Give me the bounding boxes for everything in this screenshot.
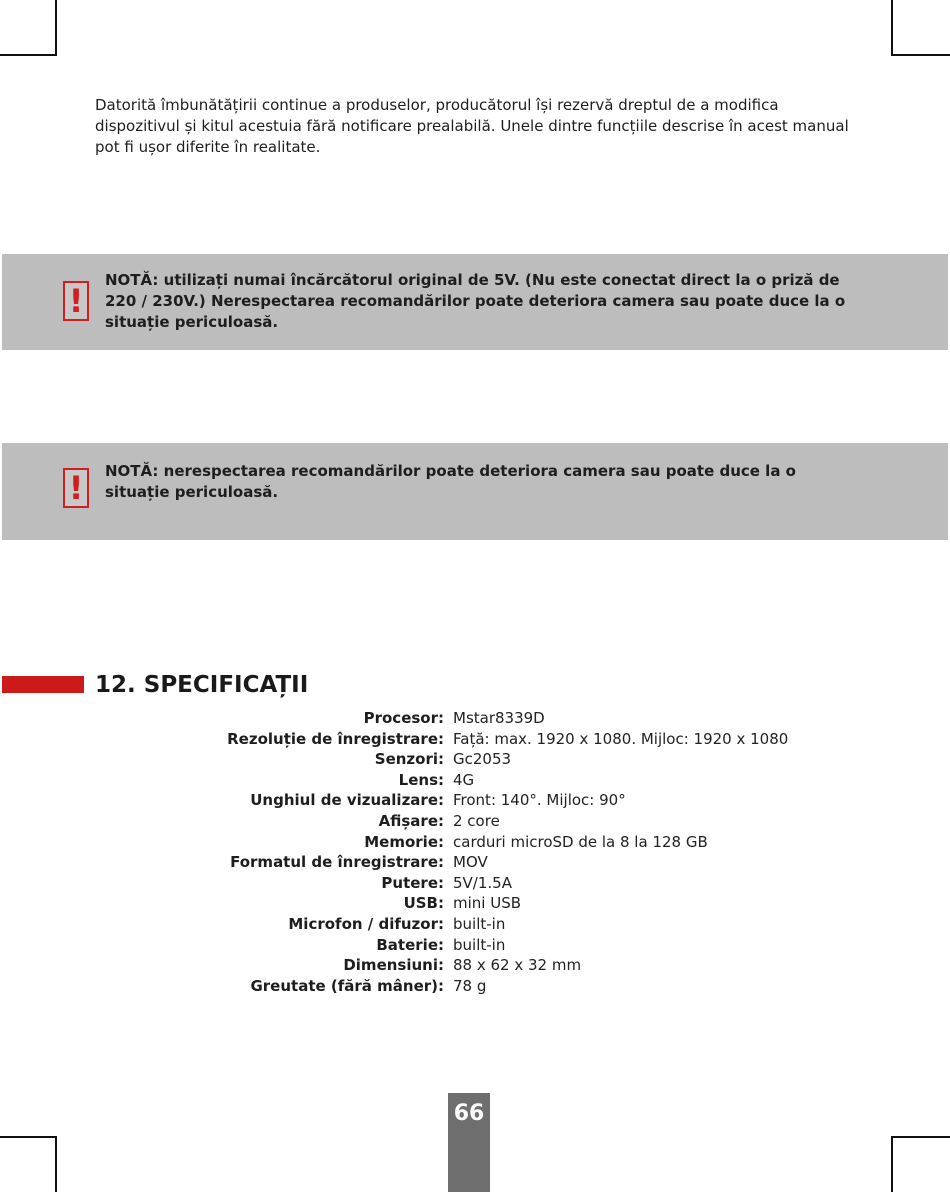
spec-value: built-in bbox=[453, 935, 506, 954]
spec-label: Unghiul de vizualizare: bbox=[250, 791, 444, 810]
warning-exclamation-icon: ! bbox=[63, 281, 89, 321]
spec-label: Senzori: bbox=[374, 750, 444, 769]
spec-row bbox=[0, 729, 950, 750]
spec-label: Memorie: bbox=[364, 832, 444, 851]
spec-label: Formatul de înregistrare: bbox=[230, 853, 444, 872]
crop-mark-top-right-h bbox=[891, 54, 950, 56]
spec-value: 78 g bbox=[453, 976, 487, 995]
spec-label: Microfon / difuzor: bbox=[288, 914, 444, 933]
spec-row bbox=[0, 832, 950, 853]
note-text: NOTĂ: utilizați numai încărcătorul original de 5V. (Nu este conectat direct la o priză de 220 / 230V.) Nerespectarea recomandărilor poate deteriora camera sau poate duce la o situație periculoasă. bbox=[105, 271, 846, 331]
spec-row bbox=[0, 955, 950, 976]
spec-value: Mstar8339D bbox=[453, 709, 545, 727]
crop-mark-bottom-right-v bbox=[891, 1136, 893, 1192]
crop-mark-top-left-v bbox=[55, 0, 57, 56]
spec-value: 4G bbox=[453, 770, 475, 789]
spec-value: 88 x 62 x 32 mm bbox=[453, 956, 582, 975]
spec-row bbox=[0, 873, 950, 894]
spec-value: mini USB bbox=[453, 894, 522, 913]
spec-label: Baterie: bbox=[376, 935, 444, 954]
crop-mark-top-left-h bbox=[0, 54, 57, 56]
spec-value: carduri microSD de la 8 la 128 GB bbox=[453, 832, 708, 851]
spec-row bbox=[0, 935, 950, 956]
spec-value: Gc2053 bbox=[453, 750, 512, 769]
crop-mark-bottom-right-h bbox=[891, 1136, 950, 1138]
warning-exclamation-icon: ! bbox=[63, 468, 89, 508]
spec-label: Rezoluție de înregistrare: bbox=[227, 729, 444, 748]
spec-row bbox=[0, 893, 950, 914]
spec-list bbox=[0, 708, 950, 996]
spec-row bbox=[0, 914, 950, 935]
crop-mark-bottom-left-v bbox=[55, 1136, 57, 1192]
intro-paragraph: Datorită îmbunătățirii continue a produselor, producătorul își rezervă dreptul de a modifica dispozitivul și kitul acestuia fără notificare prealabilă. Unele dintre funcțiile descrise în acest manual pot fi ușor diferite în realitate. bbox=[95, 96, 849, 156]
section-accent-bar bbox=[2, 676, 84, 693]
spec-row bbox=[0, 852, 950, 873]
crop-mark-bottom-left-h bbox=[0, 1136, 57, 1138]
note-box bbox=[2, 254, 948, 350]
spec-row bbox=[0, 976, 950, 997]
spec-label: Lens: bbox=[398, 770, 444, 789]
spec-label: Dimensiuni: bbox=[343, 956, 444, 975]
spec-value: Față: max. 1920 x 1080. Mijloc: 1920 x 1080 bbox=[453, 729, 789, 748]
spec-row bbox=[0, 811, 950, 832]
page-number: 66 bbox=[453, 1101, 485, 1126]
note-box bbox=[2, 443, 948, 540]
spec-label: USB: bbox=[403, 894, 444, 913]
spec-label: Afișare: bbox=[378, 811, 444, 830]
spec-value: 5V/1.5A bbox=[453, 873, 512, 892]
spec-label: Procesor: bbox=[363, 709, 444, 727]
spec-row bbox=[0, 749, 950, 770]
page-number-tab bbox=[448, 1093, 490, 1192]
section-title: 12. SPECIFICAȚII bbox=[95, 672, 309, 698]
spec-value: 2 core bbox=[453, 811, 500, 830]
spec-value: built-in bbox=[453, 914, 506, 933]
spec-label: Greutate (fără mâner): bbox=[250, 976, 444, 995]
crop-mark-top-right-v bbox=[891, 0, 893, 56]
spec-row bbox=[0, 790, 950, 811]
spec-value: MOV bbox=[453, 853, 488, 872]
spec-value: Front: 140°. Mijloc: 90° bbox=[453, 791, 626, 810]
spec-label: Putere: bbox=[381, 873, 444, 892]
spec-row bbox=[0, 770, 950, 791]
spec-row bbox=[0, 708, 950, 729]
note-text: NOTĂ: nerespectarea recomandărilor poate deteriora camera sau poate duce la o situație periculoasă. bbox=[105, 462, 796, 501]
